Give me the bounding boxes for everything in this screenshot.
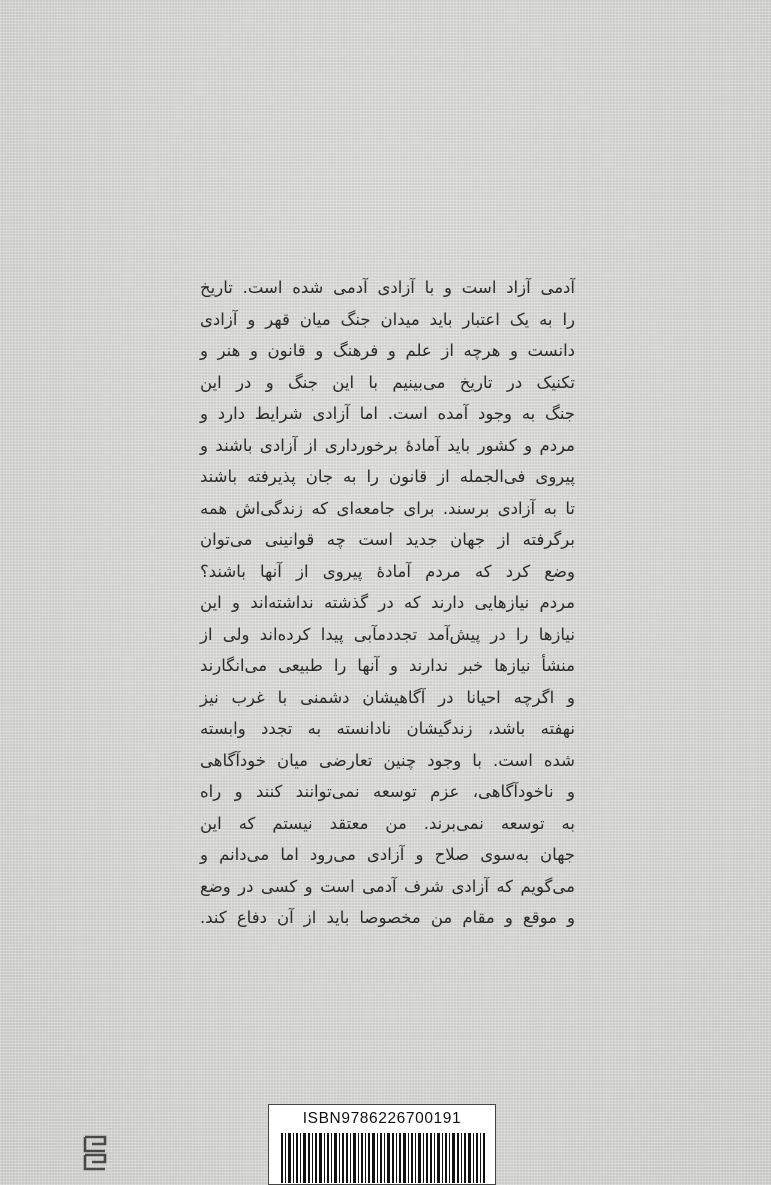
isbn-label: ISBN9786226700191: [302, 1110, 462, 1127]
paragraph-line: دانست و هرچه از علم و فرهنگ و قانون و هنر و: [200, 341, 575, 360]
paragraph-line: وضع کرد که مردم آمادهٔ پیروی از آنها باشند؟: [200, 561, 575, 581]
paragraph-line: و ناخودآگاهی، عزم توسعه نمی‌توانند کنند و راه: [200, 782, 575, 801]
paragraph-line: جنگ به وجود آمده است. اما آزادی شرایط دارد و: [200, 404, 575, 423]
paragraph-line: به توسعه نمی‌برند. من معتقد نیستم که این: [200, 813, 575, 833]
paragraph-line: جهان به‌سوی صلاح و آزادی می‌رود اما می‌دانم و: [200, 845, 575, 864]
paragraph-line: تا به آزادی برسند. برای جامعه‌ای که زندگی‌اش همه: [200, 498, 575, 518]
paragraph-line: منشأ نیازها خبر ندارند و آنها را طبیعی می‌انگارند: [200, 656, 575, 675]
paragraph-line: و موقع و مقام من مخصوصا باید از آن دفاع کند.: [200, 908, 575, 927]
paragraph-line: تکنیک در تاریخ می‌بینیم با این جنگ و در این: [200, 372, 575, 392]
paragraph-line: و اگرچه احیانا در آگاهیشان دشمنی با غرب نیز: [200, 687, 575, 707]
barcode-bars: [281, 1133, 485, 1183]
paragraph-line: می‌گویم که آزادی شرف آدمی است و کسی در وضع: [200, 876, 575, 896]
paragraph-line: نهفته باشد، زندگیشان نادانسته به تجدد وابسته: [200, 719, 575, 738]
paragraph-line: آدمی آزاد است و با آزادی آدمی شده است. تاریخ: [200, 278, 575, 297]
paragraph-line: شده است. با وجود چنین تعارضی میان خودآگاهی: [200, 750, 575, 770]
isbn-barcode: [268, 1104, 496, 1185]
paragraph-line: نیازها را در پیش‌آمد تجددمآبی پیدا کرده‌اند ولی از: [200, 624, 575, 644]
back-cover-paragraph: [200, 272, 575, 934]
paragraph-line: مردم نیازهایی دارند که در گذشته نداشته‌اند و این: [200, 593, 575, 612]
paragraph-line: مردم و کشور باید آمادهٔ برخورداری از آزادی باشند و: [200, 435, 575, 455]
publisher-logo-icon: [83, 1135, 107, 1171]
paragraph-line: پیروی فی‌الجمله از قانون را به جان پذیرفته باشند: [200, 467, 575, 486]
paragraph-line: را به یک اعتبار باید میدان جنگ میان قهر و آزادی: [200, 309, 575, 329]
paragraph-line: برگرفته از جهان جدید است چه قوانینی می‌توان: [200, 530, 575, 549]
